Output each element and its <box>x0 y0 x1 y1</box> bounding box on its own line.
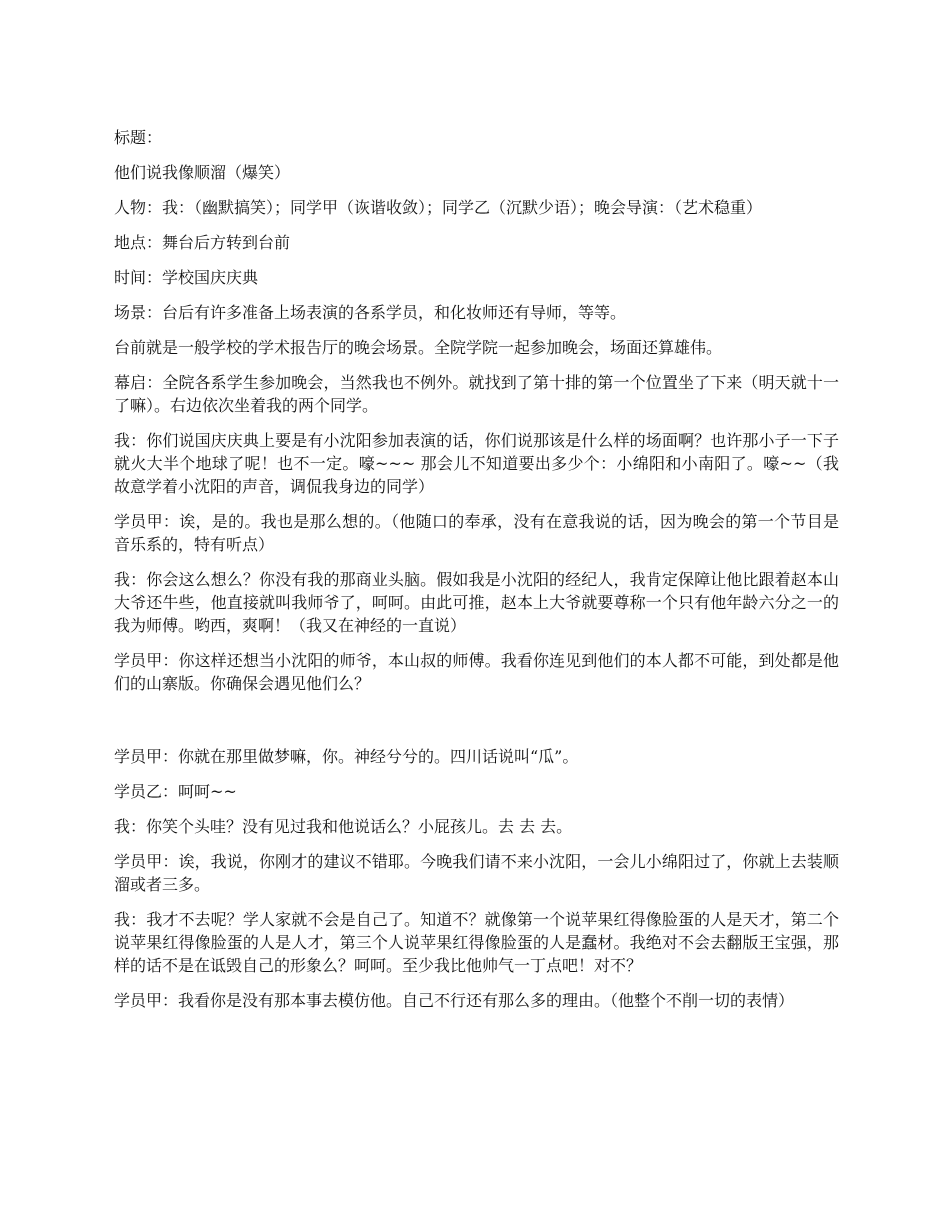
dialogue-paragraph: 我：我才不去呢？学人家就不会是自己了。知道不？就像第一个说苹果红得像脸蛋的人是天才，第二个说苹果红得像脸蛋的人是人才，第三个人说苹果红得像脸蛋的人是蠢材。我绝对不会去翻版王宝强，那样的话不是在诋毁自己的形象么？呵呵。至少我比他帅气一丁点吧！对不？ <box>114 910 839 975</box>
dialogue-paragraph: 学员甲：你就在那里做梦嘛，你。神经兮兮的。四川话说叫“瓜”。 <box>114 747 579 766</box>
dialogue-paragraph: 学员甲：诶，我说，你刚才的建议不错耶。今晚我们请不来小沈阳，一会儿小绵阳过了，你就上去装顺溜或者三多。 <box>114 852 839 894</box>
scene-paragraph: 场景：台后有许多准备上场表演的各系学员，和化妆师还有导师，等等。 <box>114 303 627 322</box>
dialogue-paragraph: 学员甲：诶，是的。我也是那么想的。（他随口的奉承，没有在意我说的话，因为晚会的第一个节目是音乐系的，特有听点） <box>114 512 839 554</box>
dialogue-paragraph: 我：你笑个头哇？没有见过我和他说话么？小屁孩儿。去 去 去。 <box>114 817 573 836</box>
curtain-open-paragraph: 幕启：全院各系学生参加晚会，当然我也不例外。就找到了第十排的第一个位置坐了下来（明天就十一了嘛）。右边依次坐着我的两个同学。 <box>114 373 839 415</box>
dialogue-paragraph: 我：你们说国庆庆典上要是有小沈阳参加表演的话，你们说那该是什么样的场面啊？也许那小子一下子就火大半个地球了呢！也不一定。嚎~~~ 那会儿不知道要出多少个：小绵阳和小南阳了。嚎~~（我故意学着小沈阳的声音，调侃我身边的同学） <box>114 431 839 496</box>
dialogue-paragraph: 学员乙：呵呵~~ <box>114 782 237 801</box>
location-paragraph: 地点：舞台后方转到台前 <box>114 233 291 252</box>
dialogue-paragraph: 学员甲：我看你是没有那本事去模仿他。自己不行还有那么多的理由。（他整个不削一切的表情） <box>114 991 795 1010</box>
document-title: 他们说我像顺溜（爆笑） <box>114 163 291 182</box>
dialogue-paragraph: 我：你会这么想么？你没有我的那商业头脑。假如我是小沈阳的经纪人，我肯定保障让他比跟着赵本山大爷还牛些，他直接就叫我师爷了，呵呵。由此可推，赵本上大爷就要尊称一个只有他年龄六分之一的我为师傅。哟西，爽啊！（我又在神经的一直说） <box>114 570 839 635</box>
dialogue-paragraph: 学员甲：你这样还想当小沈阳的师爷，本山叔的师傅。我看你连见到他们的本人都不可能，到处都是他们的山寨版。你确保会遇见他们么？ <box>114 651 839 693</box>
document-page <box>114 126 839 1024</box>
stage-front-paragraph: 台前就是一般学校的学术报告厅的晚会场景。全院学院一起参加晚会，场面还算雄伟。 <box>114 338 723 357</box>
label-title: 标题： <box>114 128 163 147</box>
characters-paragraph: 人物：我：（幽默搞笑）；同学甲（诙谐收敛）；同学乙（沉默少语）；晚会导演：（艺术稳重） <box>114 198 763 217</box>
time-paragraph: 时间：学校国庆庆典 <box>114 268 259 287</box>
paragraph-gap <box>114 707 839 745</box>
